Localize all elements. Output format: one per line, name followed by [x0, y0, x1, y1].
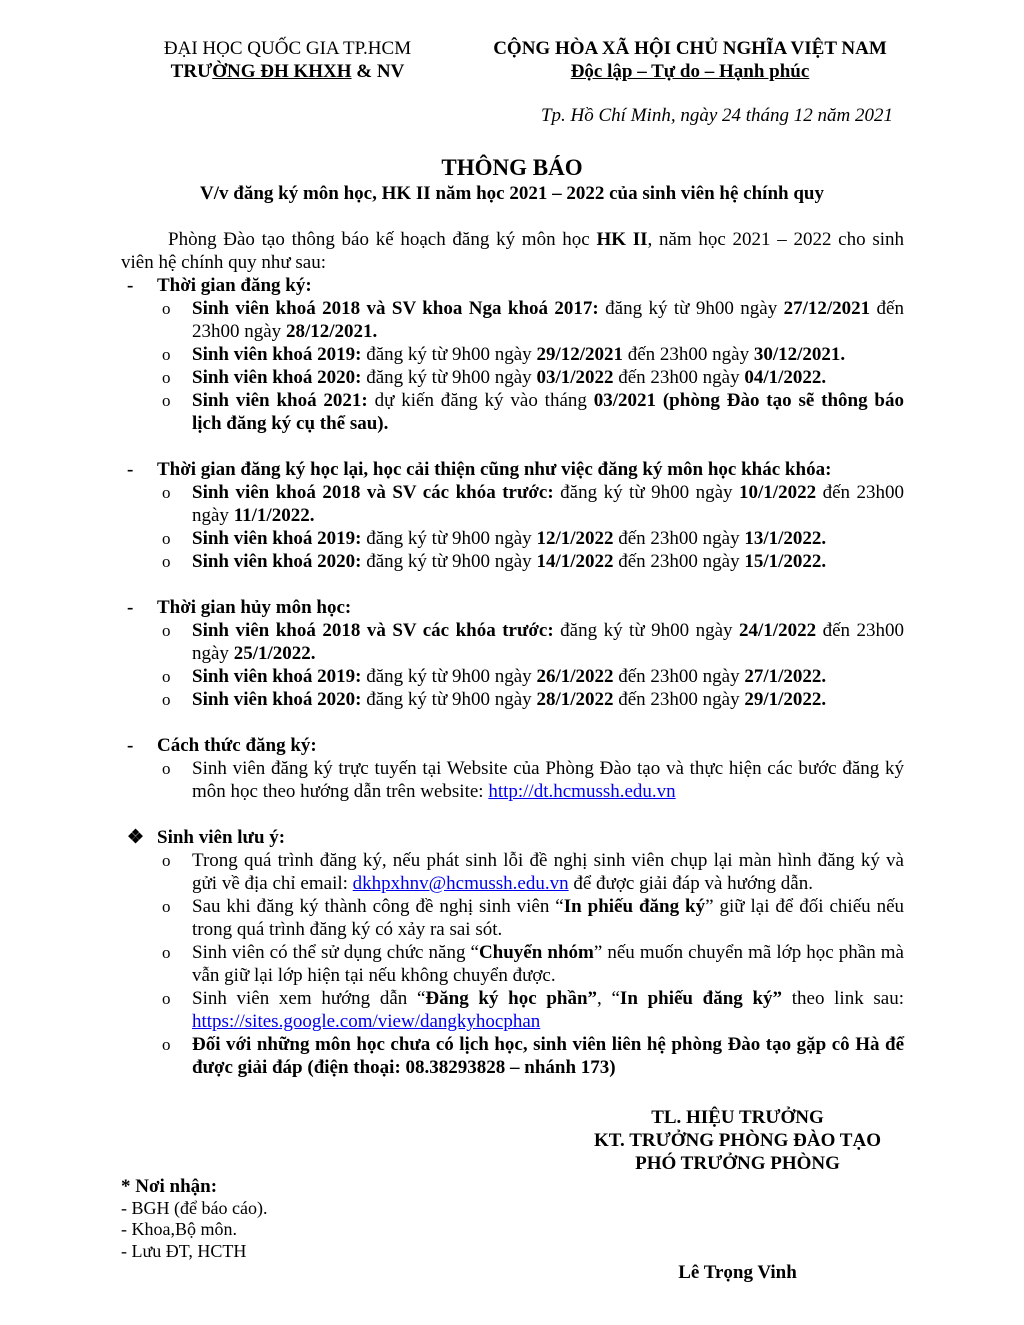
circle-bullet-icon: o: [162, 897, 171, 916]
text-run: đến 23h00 ngày: [613, 367, 745, 388]
list-item: [121, 1033, 904, 1079]
list-item: [121, 389, 904, 435]
text-run: ” nếu muốn chuyển mã lớp học phần mà vẫn giữ lại lớp hiện tại nếu không chuyển được.: [192, 942, 904, 986]
link[interactable]: dkhpxhnv@hcmussh.edu.vn: [352, 873, 569, 894]
text-run: đến 23h00 ngày: [623, 344, 754, 365]
list-item: [121, 619, 904, 665]
text-run: 13/1/2022.: [744, 528, 827, 549]
list-item: [121, 665, 904, 688]
text-run: đăng ký từ 9h00 ngày: [361, 528, 537, 549]
recipient-item: - Lưu ĐT, HCTH: [121, 1240, 247, 1261]
text-run: Sinh viên khoá 2019:: [192, 666, 362, 687]
section: [121, 734, 904, 803]
section-title-text: Thời gian hủy môn học:: [157, 597, 352, 618]
text-run: đăng ký từ 9h00 ngày: [361, 367, 537, 388]
section: [121, 596, 904, 711]
text-run: , “: [597, 988, 620, 1009]
link[interactable]: http://dt.hcmussh.edu.vn: [488, 781, 676, 802]
faculty-name-part: & NV: [351, 61, 405, 82]
circle-bullet-icon: o: [162, 368, 171, 387]
text-run: In phiếu đăng ký: [563, 896, 706, 917]
list-item: [121, 849, 904, 895]
list-item: [121, 366, 904, 389]
text-run: Sinh viên khoá 2018 và SV các khóa trước:: [192, 482, 554, 503]
signature-line: TL. HIỆU TRƯỞNG: [651, 1107, 824, 1128]
circle-bullet-icon: o: [162, 529, 171, 548]
text-run: đăng ký từ 9h00 ngày: [553, 482, 740, 503]
dash-bullet-icon: -: [127, 597, 134, 618]
text-run: Đối với những môn học chưa có lịch học, sinh viên liên hệ phòng Đào tạo gặp cô Hà để được giải đáp (điện thoại: 08.38293828 – nhánh 173): [192, 1034, 904, 1078]
text-run: 04/1/2022.: [744, 367, 827, 388]
text-run: đến 23h00 ngày: [192, 298, 904, 342]
section: [121, 274, 904, 435]
page-title: THÔNG BÁO: [441, 155, 583, 180]
signature-block: [560, 1106, 915, 1175]
text-run: Sinh viên khoá 2019:: [192, 344, 362, 365]
text-run: đến 23h00 ngày: [613, 551, 745, 572]
text-run: đăng ký từ 9h00 ngày: [361, 551, 537, 572]
text-run: 30/12/2021.: [753, 344, 846, 365]
signature-line: KT. TRƯỞNG PHÒNG ĐÀO TẠO: [594, 1130, 881, 1151]
section-title: [121, 826, 904, 849]
text-run: 03/2021 (phòng Đào tạo sẽ thông báo lịch đăng ký cụ thể sau).: [192, 390, 904, 434]
section: [121, 458, 904, 573]
text-run: để được giải đáp và hướng dẫn.: [568, 873, 813, 894]
text-run: Sau khi đăng ký thành công đề nghị sinh viên “: [192, 896, 564, 917]
recipient-item: - Khoa,Bộ môn.: [121, 1219, 237, 1239]
section-title-text: Sinh viên lưu ý:: [157, 827, 286, 848]
text-run: Sinh viên khoá 2018 và SV khoa Nga khoá 2017:: [192, 298, 599, 319]
text-run: Trong quá trình đăng ký, nếu phát sinh lỗi đề nghị sinh viên chụp lại màn hình đăng ký và gửi về địa chỉ email:: [192, 850, 904, 894]
text-run: 14/1/2022: [536, 551, 614, 572]
text-run: Sinh viên xem hướng dẫn “: [192, 988, 426, 1009]
faculty-name-part: ỜNG ĐH KHXH: [212, 61, 352, 82]
text-run: 28/1/2022: [536, 689, 614, 710]
section: [121, 826, 904, 1079]
text-run: dự kiến đăng ký vào tháng: [367, 390, 594, 411]
text-run: 29/1/2022.: [744, 689, 827, 710]
dash-bullet-icon: -: [127, 459, 134, 480]
text-run: Sinh viên có thể sử dụng chức năng “: [192, 942, 479, 963]
circle-bullet-icon: o: [162, 851, 171, 870]
circle-bullet-icon: o: [162, 667, 171, 686]
university-header: [140, 37, 435, 83]
country-name: CỘNG HÒA XÃ HỘI CHỦ NGHĨA VIỆT NAM: [493, 38, 887, 59]
recipient-item: - BGH (để báo cáo).: [121, 1197, 268, 1218]
document-body: [121, 228, 904, 1079]
intro-paragraph: [121, 228, 904, 274]
recipients-title: * Nơi nhận:: [121, 1176, 218, 1197]
text-run: ” giữ lại để đối chiếu nếu trong quá trình đăng ký có xảy ra sai sót.: [192, 896, 905, 940]
text-run: , năm học 2021 – 2022 cho sinh viên hệ chính quy như sau:: [121, 229, 904, 273]
circle-bullet-icon: o: [162, 989, 171, 1008]
text-run: 11/1/2022.: [233, 505, 315, 526]
text-run: đăng ký từ 9h00 ngày: [598, 298, 784, 319]
text-run: theo link sau:: [782, 988, 904, 1009]
text-run: Sinh viên khoá 2021:: [192, 390, 368, 411]
text-run: Sinh viên khoá 2020:: [192, 689, 362, 710]
text-run: đăng ký từ 9h00 ngày: [361, 666, 537, 687]
text-run: đến 23h00 ngày: [192, 482, 904, 526]
text-run: đăng ký từ 9h00 ngày: [361, 344, 537, 365]
circle-bullet-icon: o: [162, 391, 171, 410]
text-run: 03/1/2022: [536, 367, 614, 388]
text-run: 28/12/2021.: [285, 321, 378, 342]
recipients: [121, 1176, 267, 1262]
faculty-name-part: TRƯ: [170, 61, 213, 82]
dash-bullet-icon: -: [127, 275, 134, 296]
section-title: [121, 734, 904, 757]
text-run: đến 23h00 ngày: [613, 666, 745, 687]
circle-bullet-icon: o: [162, 552, 171, 571]
list-item: [121, 527, 904, 550]
text-run: 24/1/2022: [739, 620, 817, 641]
signature-line: PHÓ TRƯỞNG PHÒNG: [635, 1153, 840, 1174]
list-item: [121, 481, 904, 527]
text-run: đăng ký từ 9h00 ngày: [553, 620, 740, 641]
signer-name: Lê Trọng Vinh: [678, 1262, 797, 1283]
list-item: [121, 895, 904, 941]
text-run: Sinh viên khoá 2018 và SV các khóa trước:: [192, 620, 554, 641]
text-run: Sinh viên khoá 2019:: [192, 528, 362, 549]
text-run: đến 23h00 ngày: [613, 528, 745, 549]
text-run: đến 23h00 ngày: [613, 689, 745, 710]
faculty-name: [140, 60, 435, 83]
text-run: 29/12/2021: [536, 344, 623, 365]
text-run: 15/1/2022.: [744, 551, 827, 572]
circle-bullet-icon: o: [162, 1035, 171, 1054]
text-run: đến 23h00 ngày: [192, 620, 904, 664]
circle-bullet-icon: o: [162, 299, 171, 318]
document-date: Tp. Hồ Chí Minh, ngày 24 tháng 12 năm 2021: [540, 105, 893, 126]
text-run: 27/12/2021: [783, 298, 871, 319]
text-run: HK II: [596, 229, 648, 250]
circle-bullet-icon: o: [162, 690, 171, 709]
circle-bullet-icon: o: [162, 759, 171, 778]
text-run: In phiếu đăng ký”: [619, 988, 783, 1009]
text-run: Phòng Đào tạo thông báo kế hoạch đăng ký môn học: [168, 229, 597, 250]
text-run: đăng ký từ 9h00 ngày: [361, 689, 537, 710]
text-run: Sinh viên khoá 2020:: [192, 551, 362, 572]
circle-bullet-icon: o: [162, 943, 171, 962]
diamond-bullet-icon: ❖: [127, 827, 145, 848]
section-title-text: Thời gian đăng ký học lại, học cải thiện cũng như việc đăng ký môn học khác khóa:: [157, 459, 832, 480]
circle-bullet-icon: o: [162, 483, 171, 502]
list-item: [121, 757, 904, 803]
subtitle: V/v đăng ký môn học, HK II năm học 2021 – 2022 của sinh viên hệ chính quy: [200, 183, 824, 204]
text-run: 10/1/2022: [739, 482, 817, 503]
section-title: [121, 596, 904, 619]
text-run: Sinh viên khoá 2020:: [192, 367, 362, 388]
text-run: 12/1/2022: [536, 528, 614, 549]
link[interactable]: https://sites.google.com/view/dangkyhocphan: [192, 1011, 541, 1032]
dash-bullet-icon: -: [127, 735, 134, 756]
section-title: [121, 274, 904, 297]
list-item: [121, 550, 904, 573]
text-run: 26/1/2022: [536, 666, 614, 687]
section-title-text: Cách thức đăng ký:: [157, 735, 317, 756]
list-item: [121, 987, 904, 1033]
text-run: Đăng ký học phần”: [425, 988, 598, 1009]
section-title: [121, 458, 904, 481]
text-run: Chuyển nhóm: [478, 942, 594, 963]
list-item: [121, 941, 904, 987]
list-item: [121, 297, 904, 343]
section-title-text: Thời gian đăng ký:: [157, 275, 312, 296]
national-header: [470, 37, 910, 83]
motto: Độc lập – Tự do – Hạnh phúc: [570, 61, 810, 82]
list-item: [121, 688, 904, 711]
circle-bullet-icon: o: [162, 621, 171, 640]
university-name: ĐẠI HỌC QUỐC GIA TP.HCM: [163, 38, 412, 59]
circle-bullet-icon: o: [162, 345, 171, 364]
text-run: Sinh viên đăng ký trực tuyến tại Website của Phòng Đào tạo và thực hiện các bước đăng ký môn học theo hướng dẫn trên website:: [192, 758, 904, 802]
text-run: 27/1/2022.: [744, 666, 827, 687]
text-run: 25/1/2022.: [233, 643, 316, 664]
list-item: [121, 343, 904, 366]
